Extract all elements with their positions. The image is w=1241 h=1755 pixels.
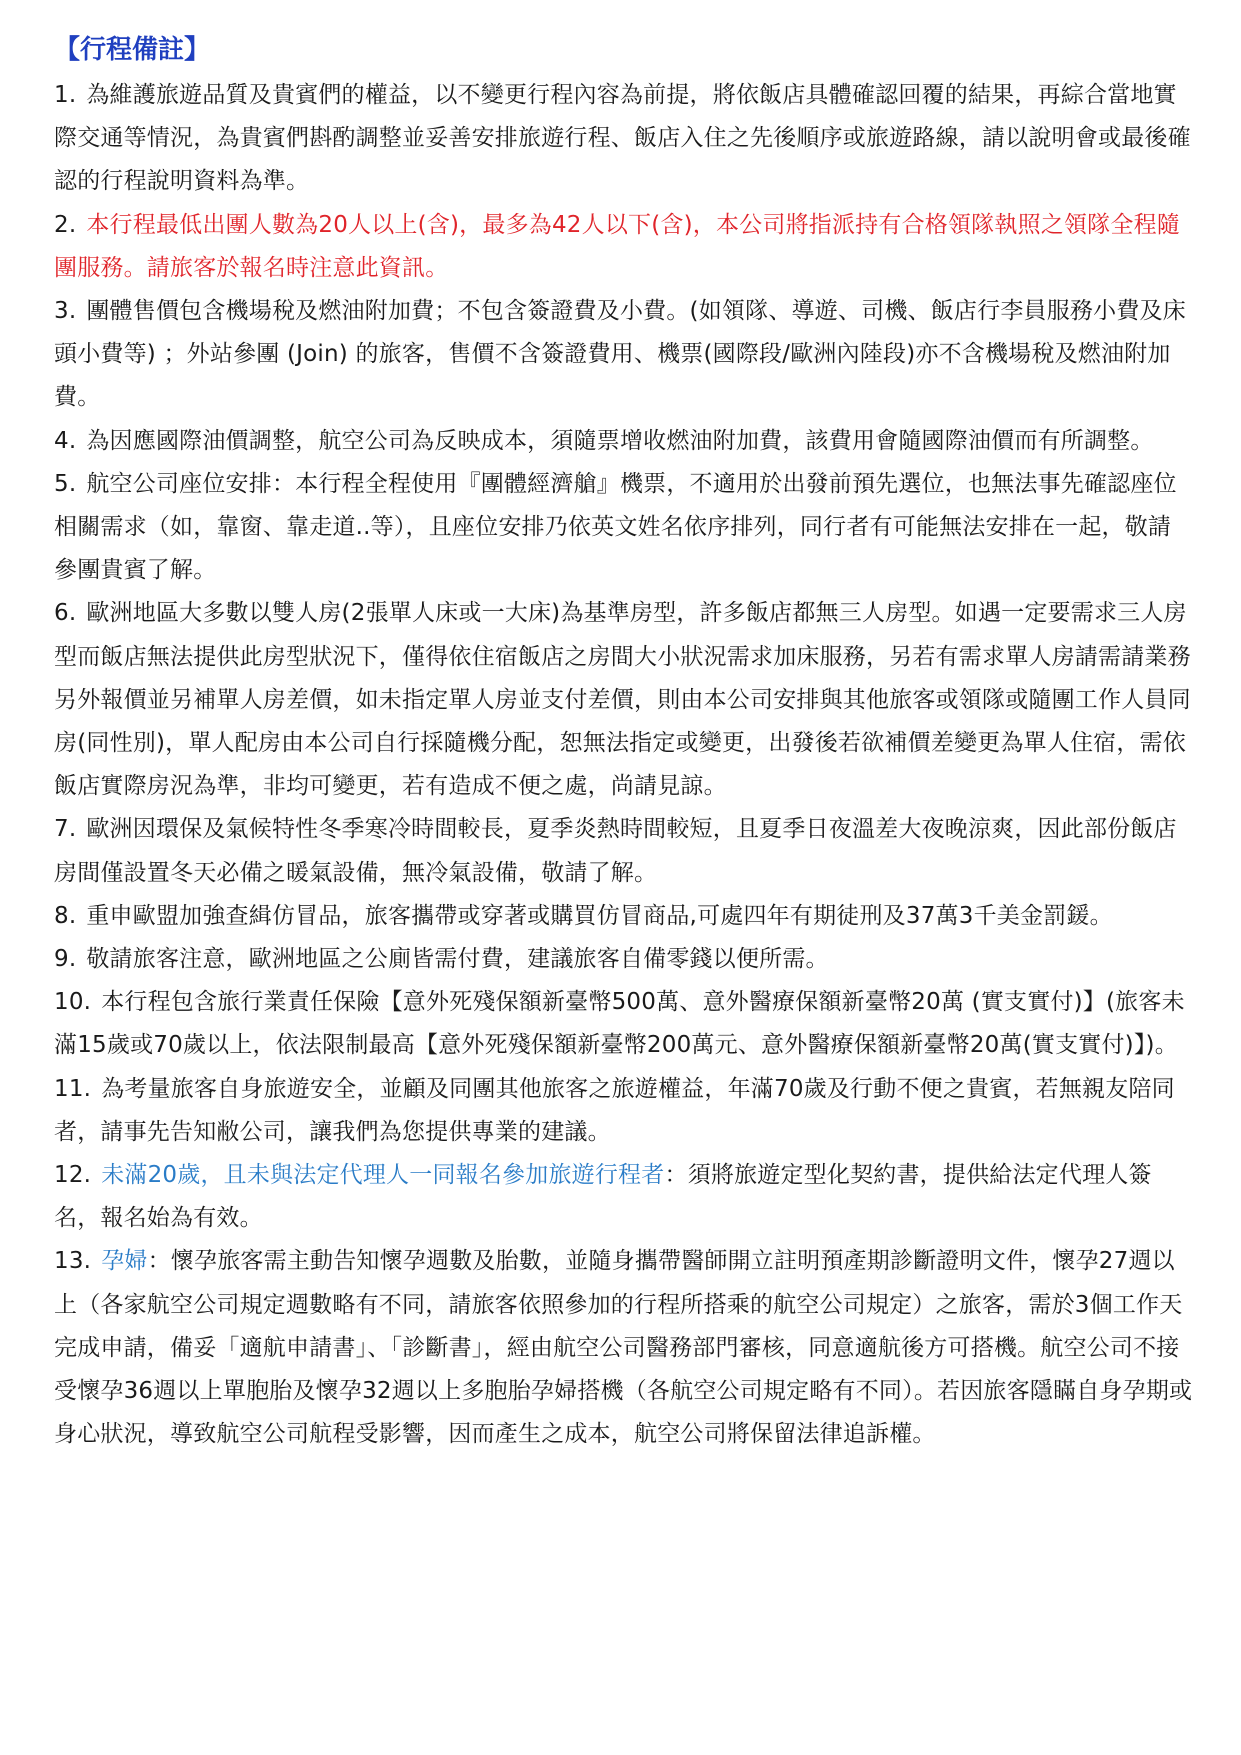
note-number: 13. bbox=[54, 1248, 92, 1275]
note-item-2 bbox=[54, 204, 1194, 290]
note-number: 6. bbox=[54, 600, 77, 627]
note-text: 歐洲地區大多數以雙人房(2張單人床或一大床)為基準房型，許多飯店都無三人房型。如遇一定要需求三人房型而飯店無法提供此房型狀況下，僅得依住宿飯店之房間大小狀況需求加床服務，另若有需求單人房請需請業務另外報價並另補單人房差價，如未指定單人房並支付差價，則由本公司安排與其他旅客或領隊或隨團工作人員同房(同性別)，單人配房由本公司自行採隨機分配，恕無法指定或變更，出發後若欲補價差變更為單人住宿，需依飯店實際房況為準，非均可變更，若有造成不便之處，尚請見諒。 bbox=[54, 600, 1191, 800]
note-number: 11. bbox=[54, 1075, 92, 1102]
note-item-6 bbox=[54, 592, 1194, 808]
note-item-11 bbox=[54, 1068, 1194, 1154]
note-text: 敬請旅客注意，歐洲地區之公廁皆需付費，建議旅客自備零錢以便所需。 bbox=[86, 946, 829, 973]
note-number: 5. bbox=[54, 470, 77, 497]
note-item-10 bbox=[54, 981, 1194, 1067]
note-text: ：須將旅遊定型化契約書，提供給法定代理人簽名，報名始為有效。 bbox=[54, 1162, 1152, 1232]
note-item-12 bbox=[54, 1154, 1194, 1240]
note-number: 8. bbox=[54, 902, 77, 929]
itinerary-notes-page bbox=[54, 28, 1194, 1457]
note-number: 10. bbox=[54, 989, 92, 1016]
note-text: 本行程包含旅行業責任保險【意外死殘保額新臺幣500萬、意外醫療保額新臺幣20萬 (實支實付)】(旅客未滿15歲或70歲以上，依法限制最高【意外死殘保額新臺幣200萬元、意外醫療保額新臺幣20萬(實支實付)】)。 bbox=[54, 989, 1185, 1059]
note-item-1 bbox=[54, 74, 1194, 204]
note-number: 4. bbox=[54, 427, 77, 454]
note-highlight-blue: 孕婦 bbox=[101, 1248, 148, 1275]
note-item-8 bbox=[54, 895, 1194, 938]
note-number: 7. bbox=[54, 816, 77, 843]
note-item-9 bbox=[54, 938, 1194, 981]
section-title: 【行程備註】 bbox=[54, 35, 211, 65]
note-item-3 bbox=[54, 290, 1194, 420]
note-text-highlight-red: 本行程最低出團人數為20人以上(含)，最多為42人以下(含)，本公司將指派持有合格領隊執照之領隊全程隨團服務。請旅客於報名時注意此資訊。 bbox=[54, 211, 1180, 281]
note-text: 歐洲因環保及氣候特性冬季寒冷時間較長，夏季炎熱時間較短，且夏季日夜溫差大夜晚涼爽，因此部份飯店房間僅設置冬天必備之暖氣設備，無冷氣設備，敬請了解。 bbox=[54, 816, 1177, 886]
note-text: 航空公司座位安排：本行程全程使用『團體經濟艙』機票，不適用於出發前預先選位，也無法事先確認座位相關需求（如，靠窗、靠走道..等），且座位安排乃依英文姓名依序排列，同行者有可能無法安排在一起，敬請參團貴賓了解。 bbox=[54, 470, 1177, 584]
note-text: 重申歐盟加強查緝仿冒品，旅客攜帶或穿著或購買仿冒商品,可處四年有期徒刑及37萬3千美金罰鍰。 bbox=[86, 902, 1113, 929]
note-text: 為維護旅遊品質及貴賓們的權益，以不變更行程內容為前提，將依飯店具體確認回覆的結果，再綜合當地實際交通等情況，為貴賓們斟酌調整並妥善安排旅遊行程、飯店入住之先後順序或旅遊路線，請以說明會或最後確認的行程說明資料為準。 bbox=[54, 82, 1191, 195]
note-text: ：懷孕旅客需主動告知懷孕週數及胎數，並隨身攜帶醫師開立註明預產期診斷證明文件，懷孕27週以上（各家航空公司規定週數略有不同，請旅客依照參加的行程所搭乘的航空公司規定）之旅客，需於3個工作天完成申請，備妥「適航申請書」、「診斷書」，經由航空公司醫務部門審核，同意適航後方可搭機。航空公司不接受懷孕36週以上單胞胎及懷孕32週以上多胞胎孕婦搭機（各航空公司規定略有不同）。若因旅客隱瞞自身孕期或身心狀況，導致航空公司航程受影響，因而產生之成本，航空公司將保留法律追訴權。 bbox=[54, 1248, 1193, 1448]
note-item-5 bbox=[54, 463, 1194, 593]
note-text: 團體售價包含機場稅及燃油附加費；不包含簽證費及小費。(如領隊、導遊、司機、飯店行李員服務小費及床頭小費等) ；外站參團 (Join) 的旅客，售價不含簽證費用、機票(國際段/歐洲內陸段)亦不含機場稅及燃油附加費。 bbox=[54, 298, 1186, 411]
note-item-4 bbox=[54, 420, 1194, 463]
note-number: 12. bbox=[54, 1162, 92, 1189]
note-number: 9. bbox=[54, 946, 77, 973]
note-item-13 bbox=[54, 1240, 1194, 1456]
note-number: 2. bbox=[54, 211, 77, 238]
note-number: 1. bbox=[54, 82, 77, 108]
note-highlight-blue: 未滿20歲，且未與法定代理人一同報名參加旅遊行程者 bbox=[101, 1162, 665, 1189]
note-text: 為因應國際油價調整，航空公司為反映成本，須隨票增收燃油附加費，該費用會隨國際油價而有所調整。 bbox=[86, 427, 1154, 454]
note-item-7 bbox=[54, 808, 1194, 894]
note-text: 為考量旅客自身旅遊安全，並顧及同團其他旅客之旅遊權益，年滿70歲及行動不便之貴賓，若無親友陪同者，請事先告知敝公司，讓我們為您提供專業的建議。 bbox=[54, 1075, 1175, 1145]
note-number: 3. bbox=[54, 298, 77, 325]
